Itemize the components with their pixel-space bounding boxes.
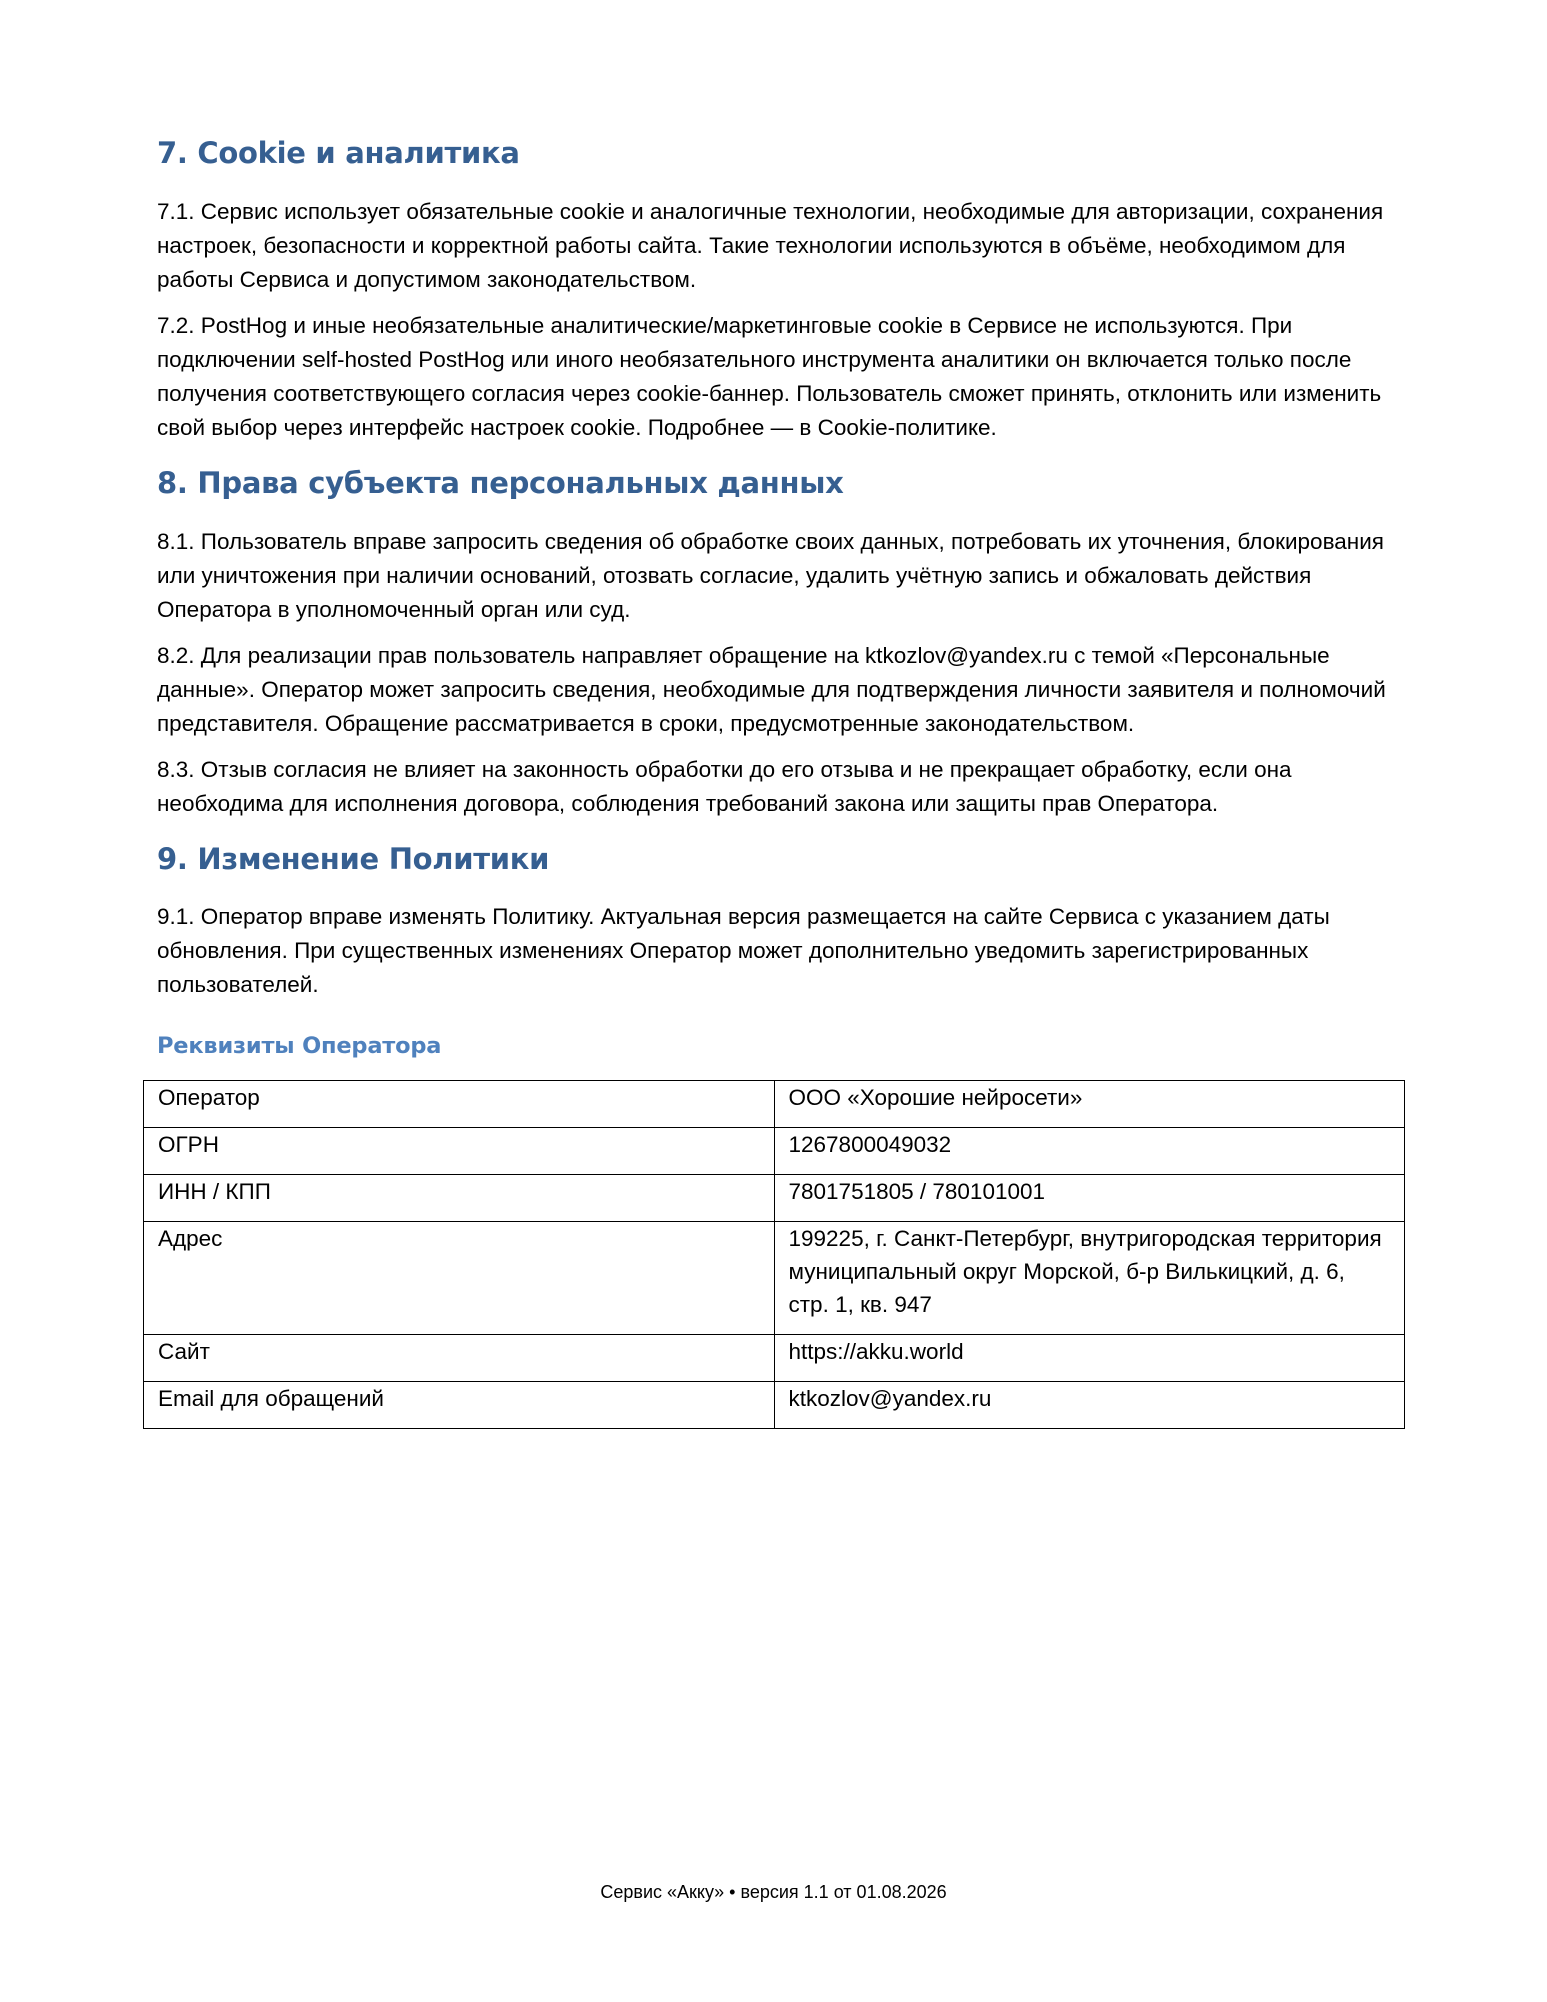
paragraph: 8.2. Для реализации прав пользователь направляет обращение на ktkozlov@yandex.ru с темой «Персональные данные». Оператор может запросить сведения, необходимые для подтверждения личности заявителя и полномочий представителя. Обращение рассматривается в сроки, предусмотренные законодательством. <box>157 642 1386 736</box>
paragraph: 7.2. PostHog и иные необязательные аналитические/маркетинговые cookie в Сервисе не используются. При подключении self-hosted PostHog или иного необязательного инструмента аналитики он включается только после получения соответствующего согласия через cookie-баннер. Пользователь сможет принять, отклонить или изменить свой выбор через интерфейс настроек cookie. Подробнее — в Cookie-политике. <box>157 312 1382 440</box>
requisite-label: Сайт <box>144 1335 775 1382</box>
section-title: 9. Изменение Политики <box>157 841 550 876</box>
table-row <box>144 1081 1405 1128</box>
requisite-value: ООО «Хорошие нейросети» <box>774 1081 1405 1128</box>
requisites-table <box>143 1080 1405 1429</box>
table-row <box>144 1335 1405 1382</box>
section-title: 8. Права субъекта персональных данных <box>157 465 844 500</box>
requisite-value: 199225, г. Санкт-Петербург, внутригородская территория муниципальный округ Морской, б-р Вилькицкий, д. 6, стр. 1, кв. 947 <box>774 1222 1405 1335</box>
requisite-value: ktkozlov@yandex.ru <box>774 1382 1405 1429</box>
paragraph: 7.1. Сервис использует обязательные cookie и аналогичные технологии, необходимые для авторизации, сохранения настроек, безопасности и корректной работы сайта. Такие технологии используются в объёме, необходимом для работы Сервиса и допустимом законодательством. <box>157 198 1384 292</box>
table-row <box>144 1175 1405 1222</box>
requisite-label: ИНН / КПП <box>144 1175 775 1222</box>
paragraph: 8.1. Пользователь вправе запросить сведения об обработке своих данных, потребовать их уточнения, блокирования или уничтожения при наличии оснований, отозвать согласие, удалить учётную запись и обжаловать действия Оператора в уполномоченный орган или суд. <box>157 528 1384 622</box>
paragraph: 8.3. Отзыв согласия не влияет на законность обработки до его отзыва и не прекращает обработку, если она необходима для исполнения договора, соблюдения требований закона или защиты прав Оператора. <box>157 756 1292 816</box>
requisite-label: Адрес <box>144 1222 775 1335</box>
table-row <box>144 1222 1405 1335</box>
requisite-label: ОГРН <box>144 1128 775 1175</box>
document-page <box>157 136 1407 1429</box>
table-row <box>144 1382 1405 1429</box>
section-rights <box>157 466 1407 821</box>
paragraph: 9.1. Оператор вправе изменять Политику. Актуальная версия размещается на сайте Сервиса с указанием даты обновления. При существенных изменениях Оператор может дополнительно уведомить зарегистрированных пользователей. <box>157 904 1330 998</box>
requisite-label: Email для обращений <box>144 1382 775 1429</box>
section-title: 7. Cookie и аналитика <box>157 136 520 170</box>
requisites-title: Реквизиты Оператора <box>157 1033 442 1060</box>
page-footer: Сервис «Акку» • версия 1.1 от 01.08.2026 <box>600 1882 947 1902</box>
requisite-value: https://akku.world <box>774 1335 1405 1382</box>
section-cookie <box>157 136 1407 445</box>
requisite-label: Оператор <box>144 1081 775 1128</box>
requisite-value: 1267800049032 <box>774 1128 1405 1175</box>
section-policy-changes <box>157 842 1407 1003</box>
table-row <box>144 1128 1405 1175</box>
requisite-value: 7801751805 / 780101001 <box>774 1175 1405 1222</box>
